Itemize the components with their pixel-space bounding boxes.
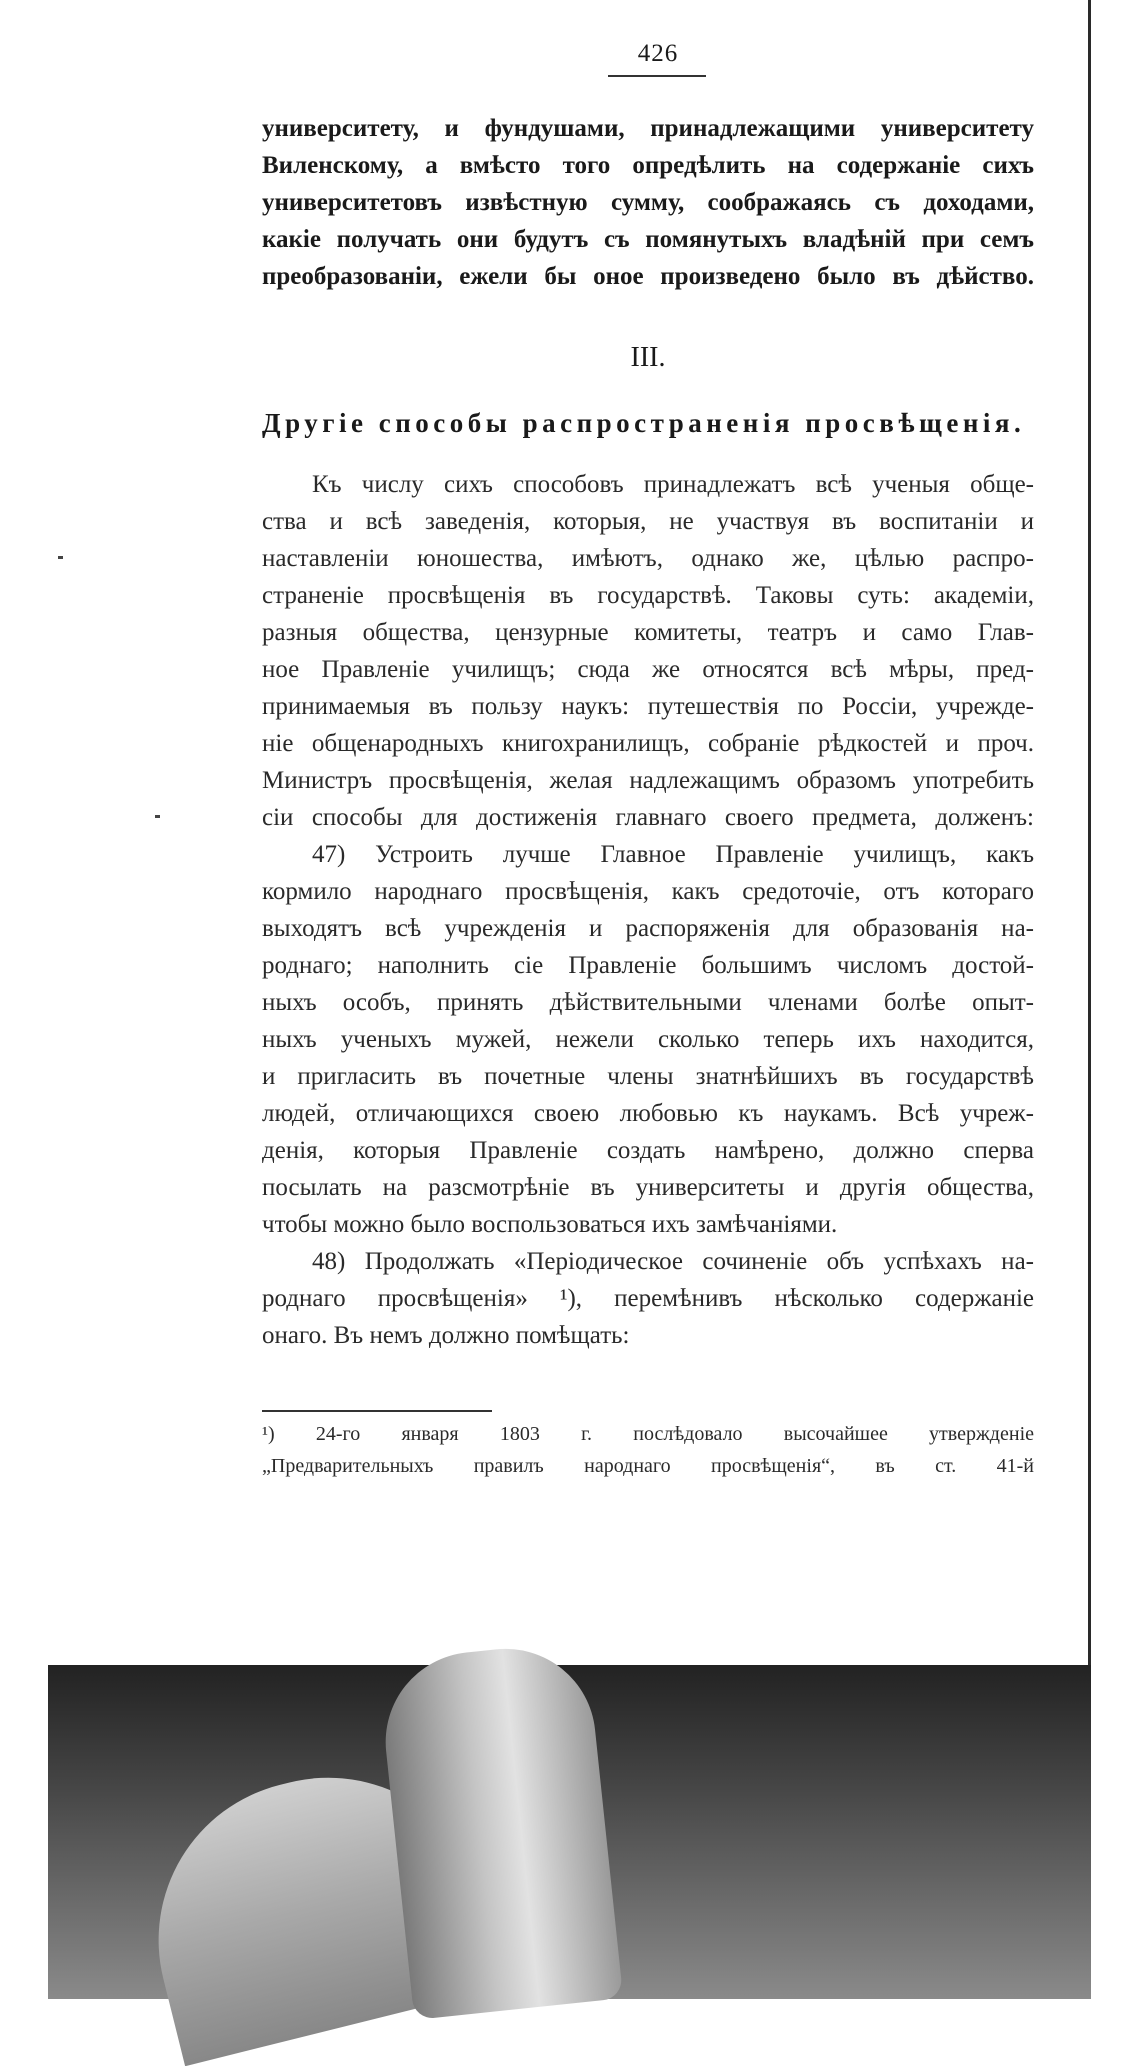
text-line: ное Правленіе училищъ; сюда же относятся всѣ мѣры, пред-: [262, 656, 1034, 683]
text-line: посылать на разсмотрѣніе въ университеты и другія общества,: [262, 1174, 1034, 1201]
text-line: разныя общества, цензурные комитеты, театръ и само Глав-: [262, 619, 1034, 646]
text-line: ныхъ ученыхъ мужей, нежели сколько теперь ихъ находится,: [262, 1026, 1034, 1053]
text-line: преобразованіи, ежели бы оное произведено было въ дѣйство.: [262, 263, 1034, 290]
text-line: выходятъ всѣ учрежденія и распоряженія для образованія на-: [262, 915, 1034, 942]
scan-margin: [1091, 0, 1140, 1999]
text-line: университетовъ извѣстную сумму, соображаясь съ доходами,: [262, 189, 1034, 216]
text-line: страненіе просвѣщенія въ государствѣ. Таковы суть: академіи,: [262, 582, 1034, 609]
text-line: Министръ просвѣщенія, желая надлежащимъ образомъ употребить: [262, 767, 1034, 794]
text-line: роднаго; наполнить сіе Правленіе большимъ числомъ достой-: [262, 952, 1034, 979]
text-line: людей, отличающихся своею любовью къ наукамъ. Всѣ учреж-: [262, 1100, 1034, 1127]
body-text: [262, 466, 1034, 1354]
text-line: Виленскому, а вмѣсто того опредѣлить на содержаніе сихъ: [262, 152, 1034, 179]
section-title: Другіе способы распространенія просвѣщенія.: [262, 408, 1026, 438]
page-number: 426: [637, 40, 679, 67]
text-line: Къ числу сихъ способовъ принадлежатъ всѣ ученыя обще-: [312, 471, 1034, 498]
text-line: чтобы можно было воспользоваться ихъ замѣчаніями.: [262, 1211, 838, 1238]
scan-speck: [155, 815, 160, 818]
text-line: онаго. Въ немъ должно помѣщать:: [262, 1322, 630, 1349]
text-line: и пригласить въ почетные члены знатнѣйшихъ въ государствѣ: [262, 1063, 1034, 1090]
section-number: III.: [630, 342, 666, 373]
text-line: университету, и фундушами, принадлежащими университету: [262, 115, 1034, 142]
footnote-line: ¹) 24-го января 1803 г. послѣдовало высочайшее утвержденіе: [262, 1423, 1034, 1445]
scan-speck: [58, 556, 63, 559]
text-line: роднаго просвѣщенія» ¹), перемѣнивъ нѣсколько содержаніе: [262, 1285, 1034, 1312]
text-line: ныхъ особъ, принять дѣйствительными членами болѣе опыт-: [262, 989, 1034, 1016]
text-line: кормило народнаго просвѣщенія, какъ средоточіе, отъ котораго: [262, 878, 1034, 905]
text-line: какіе получать они будутъ съ помянутыхъ владѣній при семъ: [262, 226, 1034, 253]
page-number-rule: [608, 75, 706, 77]
text-line: ніе общенародныхъ книгохранилищъ, собраніе рѣдкостей и проч.: [262, 730, 1034, 757]
paragraph-top: [262, 110, 1034, 295]
text-line: сіи способы для достиженія главнаго своего предмета, долженъ:: [262, 804, 1034, 831]
text-line: 48) Продолжать «Періодическое сочиненіе объ успѣхахъ на-: [312, 1248, 1034, 1275]
footnote-rule: [262, 1410, 492, 1412]
footnote-line: „Предварительныхъ правилъ народнаго просвѣщенія“, въ ст. 41-й: [262, 1455, 1034, 1477]
text-line: денія, которыя Правленіе создать намѣрено, должно сперва: [262, 1137, 1034, 1164]
text-line: наставленіи юношества, имѣютъ, однако же, цѣлью распро-: [262, 545, 1034, 572]
text-line: принимаемыя въ пользу наукъ: путешествія по Россіи, учрежде-: [262, 693, 1034, 720]
text-line: 47) Устроить лучше Главное Правленіе училищъ, какъ: [312, 841, 1034, 868]
text-line: ства и всѣ заведенія, которыя, не участвуя въ воспитаніи и: [262, 508, 1034, 535]
footnote: [262, 1418, 1034, 1482]
